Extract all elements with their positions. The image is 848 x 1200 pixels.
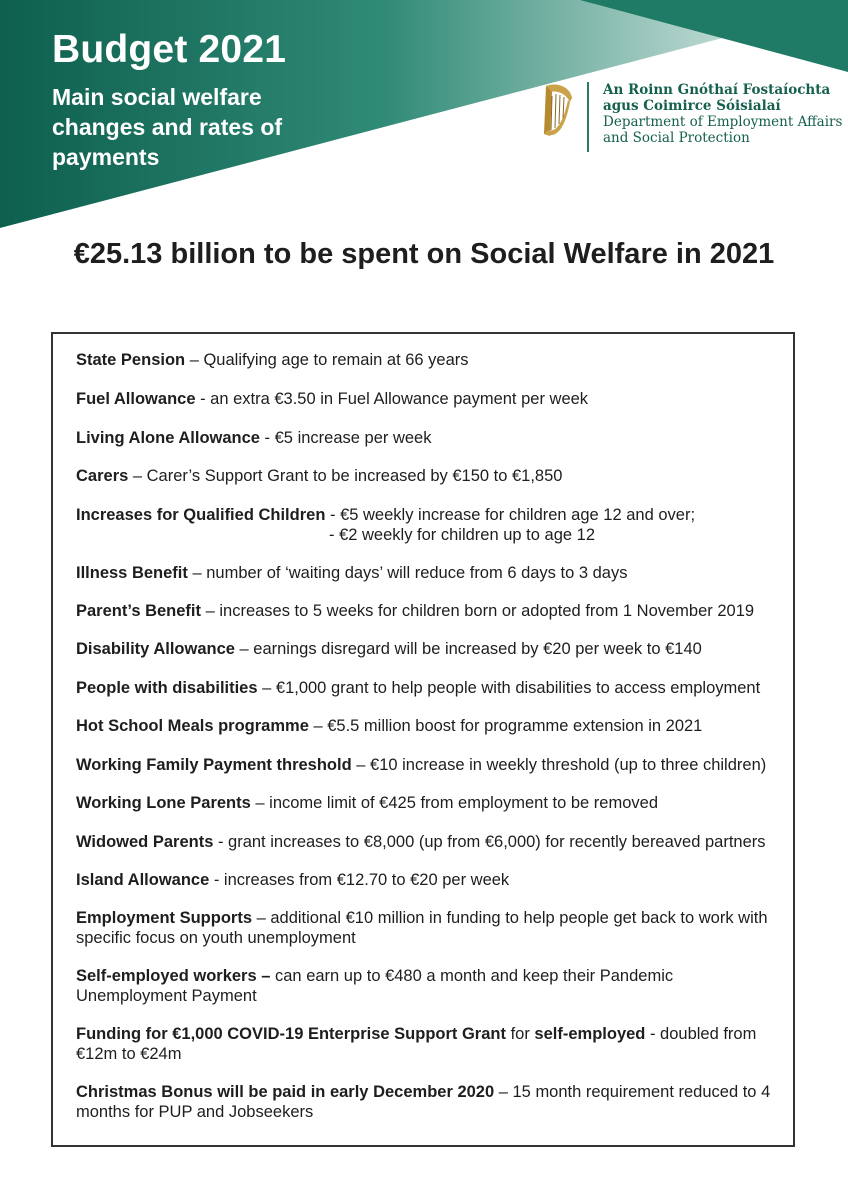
item-text-continued: - €2 weekly for children up to age 12 [329, 526, 595, 544]
irish-name-line1: An Roinn Gnóthaí Fostaíochta [603, 82, 831, 98]
item-text: – earnings disregard will be increased by €20 per week to €140 [234, 640, 702, 658]
item-text-continued: - doubled from €12m to €24m [76, 1025, 757, 1063]
list-item [76, 908, 776, 948]
item-text: - €5 weekly increase for children age 12 and over; [325, 506, 696, 524]
list-item [76, 1024, 776, 1064]
header-banner [0, 0, 848, 230]
list-item [76, 350, 776, 370]
list-item [76, 678, 776, 698]
page-title: Budget 2021 [52, 28, 287, 71]
item-label: Employment Supports [76, 909, 253, 927]
list-item [76, 966, 776, 1006]
list-item [76, 601, 776, 621]
item-label: Hot School Meals programme [76, 717, 309, 735]
item-text: - grant increases to €8,000 (up from €6,000) for recently bereaved partners [213, 833, 766, 851]
item-text: – €5.5 million boost for programme extension in 2021 [308, 717, 703, 735]
english-name-line2: and Social Protection [603, 130, 750, 146]
item-label: Working Lone Parents [76, 794, 251, 812]
item-text: – 15 month requirement reduced to 4 months for PUP and Jobseekers [76, 1083, 771, 1121]
department-name [603, 82, 842, 146]
headline: €25.13 billion to be spent on Social Welfare in 2021 [73, 238, 775, 270]
logo-divider [587, 82, 589, 152]
list-item [76, 870, 776, 890]
item-label: Christmas Bonus will be paid in early December 2020 [76, 1083, 495, 1101]
list-item [76, 832, 776, 852]
item-label: State Pension [76, 351, 186, 369]
list-item [76, 793, 776, 813]
item-label-secondary: self-employed [534, 1025, 646, 1043]
item-label: Disability Allowance [76, 640, 235, 658]
item-text: - increases from €12.70 to €20 per week [209, 871, 510, 889]
item-label: Island Allowance [76, 871, 210, 889]
item-text: – Qualifying age to remain at 66 years [185, 351, 469, 369]
item-label: Widowed Parents [76, 833, 214, 851]
list-item [76, 428, 776, 448]
list-item [76, 466, 776, 486]
item-label: Working Family Payment threshold [76, 756, 352, 774]
harp-icon [540, 82, 576, 140]
list-item [76, 639, 776, 659]
department-logo [540, 82, 843, 152]
item-text: can earn up to €480 a month and keep their Pandemic Unemployment Payment [76, 967, 674, 1005]
english-name-line1: Department of Employment Affairs [603, 114, 843, 130]
list-item [76, 755, 776, 775]
item-label: Funding for €1,000 COVID-19 Enterprise Support Grant [76, 1025, 506, 1043]
item-text: – Carer’s Support Grant to be increased by €150 to €1,850 [128, 467, 563, 485]
item-label: Living Alone Allowance [76, 429, 260, 447]
list-item [76, 716, 776, 736]
item-text: – €1,000 grant to help people with disabilities to access employment [257, 679, 761, 697]
item-label: Parent’s Benefit [76, 602, 202, 620]
page-subtitle: Main social welfare changes and rates of payments [52, 84, 283, 170]
item-text: – additional €10 million in funding to help people get back to work with specific focus on youth unemployment [76, 909, 768, 947]
item-label: Illness Benefit [76, 564, 188, 582]
item-text: – €10 increase in weekly threshold (up to three children) [351, 756, 767, 774]
item-text: - €5 increase per week [259, 429, 432, 447]
item-label: Self-employed workers – [76, 967, 271, 985]
item-label: Fuel Allowance [76, 390, 196, 408]
list-item [76, 389, 776, 409]
list-item [76, 505, 776, 545]
item-label: People with disabilities [76, 679, 258, 697]
item-text: - an extra €3.50 in Fuel Allowance payment per week [195, 390, 589, 408]
list-item [76, 563, 776, 583]
item-text: – number of ‘waiting days’ will reduce from 6 days to 3 days [187, 564, 628, 582]
item-label: Carers [76, 467, 129, 485]
item-text: – increases to 5 weeks for children born or adopted from 1 November 2019 [201, 602, 755, 620]
list-item [76, 1082, 776, 1122]
item-text: for [505, 1025, 535, 1043]
item-label: Increases for Qualified Children [76, 506, 326, 524]
item-text: – income limit of €425 from employment to be removed [250, 794, 658, 812]
irish-name-line2: agus Coimirce Sóisialaí [603, 98, 781, 114]
